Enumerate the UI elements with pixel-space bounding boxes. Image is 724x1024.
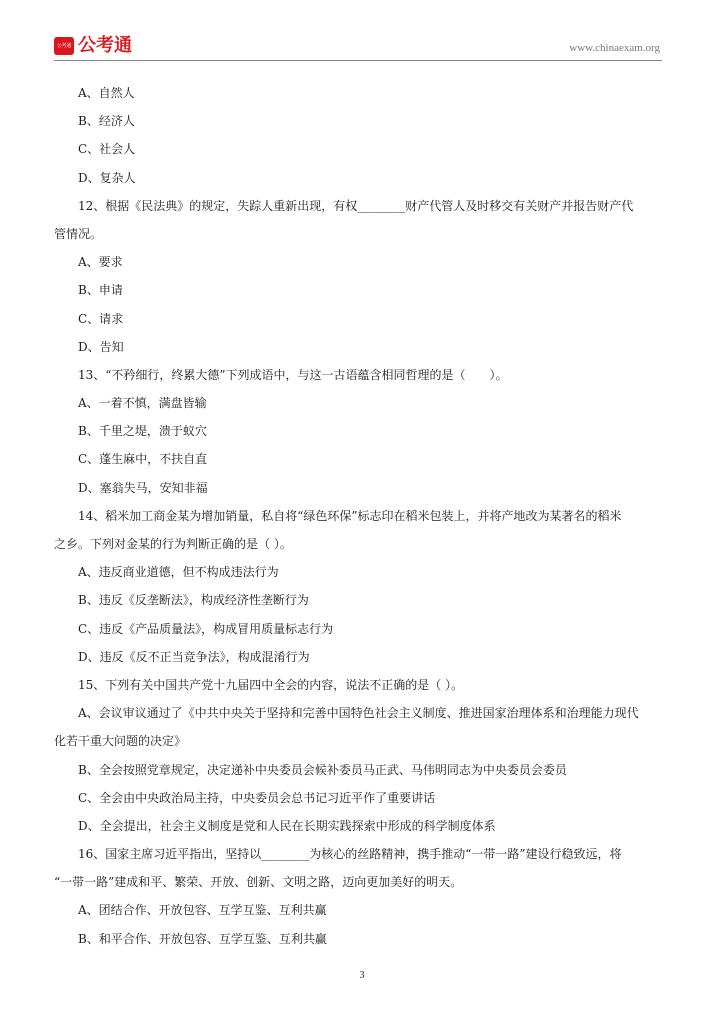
logo-badge: 公考通 (54, 37, 74, 55)
question-16-continued: “一带一路”建成和平、繁荣、开放、创新、文明之路，迈向更加美好的明天。 (54, 875, 463, 890)
option-line: B、经济人 (78, 114, 135, 129)
document-body (54, 79, 670, 953)
option-line: B、违反《反垄断法》，构成经济性垄断行为 (78, 593, 309, 608)
site-url: www.chinaexam.org (569, 42, 660, 54)
option-line: D、告知 (78, 339, 124, 354)
option-line: B、申请 (78, 283, 123, 298)
option-line: B、和平合作、开放包容、互学互鉴、互利共赢 (78, 931, 327, 946)
header-divider (54, 60, 662, 61)
option-line: D、塞翁失马，安知非福 (78, 480, 208, 495)
option-line: D、复杂人 (78, 170, 136, 185)
option-line: A、一着不慎，满盘皆输 (78, 396, 207, 411)
question-14: 14、稻米加工商金某为增加销量，私自将“绿色环保”标志印在稻米包装上，并将产地改为某著名的稻米 (78, 508, 622, 523)
question-14-continued: 之乡。下列对金某的行为判断正确的是（ ）。 (54, 537, 292, 551)
page-header (54, 34, 662, 62)
option-line: A、要求 (78, 255, 123, 270)
question-12-continued: 管情况。 (54, 226, 103, 241)
page-number: 3 (359, 970, 365, 981)
logo-text: 公考通 (78, 35, 132, 56)
option-line: C、请求 (78, 311, 124, 326)
option-line-continued: 化若干重大问题的决定》 (54, 734, 187, 749)
option-line: A、会议审议通过了《中共中央关于坚持和完善中国特色社会主义制度、推进国家治理体系和治理能力现代 (78, 706, 639, 721)
option-line: D、全会提出，社会主义制度是党和人民在长期实践探索中形成的科学制度体系 (78, 818, 496, 833)
option-line: D、违反《反不正当竞争法》，构成混淆行为 (78, 649, 310, 664)
option-line: C、全会由中央政治局主持，中央委员会总书记习近平作了重要讲话 (78, 790, 436, 805)
question-12: 12、根据《民法典》的规定，失踪人重新出现，有权________财产代管人及时移交有关财产并报告财产代 (78, 198, 634, 213)
question-13: 13、“不矜细行，终累大德”下列成语中，与这一古语蕴含相同哲理的是（ ）。 (78, 367, 508, 382)
option-line: A、违反商业道德，但不构成违法行为 (78, 565, 279, 580)
option-line: C、违反《产品质量法》，构成冒用质量标志行为 (78, 621, 334, 636)
option-line: C、蓬生麻中，不扶自直 (78, 452, 208, 467)
question-16: 16、国家主席习近平指出，坚持以________为核心的丝路精神，携手推动“一带一路”建设行稳致远，将 (78, 847, 622, 862)
option-line: B、全会按照党章规定，决定递补中央委员会候补委员马正武、马伟明同志为中央委员会委员 (78, 762, 567, 777)
option-line: A、团结合作、开放包容、互学互鉴、互利共赢 (78, 903, 327, 918)
question-15: 15、下列有关中国共产党十九届四中全会的内容，说法不正确的是（ ）。 (78, 677, 464, 692)
option-line: B、千里之堤，溃于蚁穴 (78, 424, 207, 439)
option-line: A、自然人 (78, 86, 135, 100)
option-line: C、社会人 (78, 142, 136, 157)
